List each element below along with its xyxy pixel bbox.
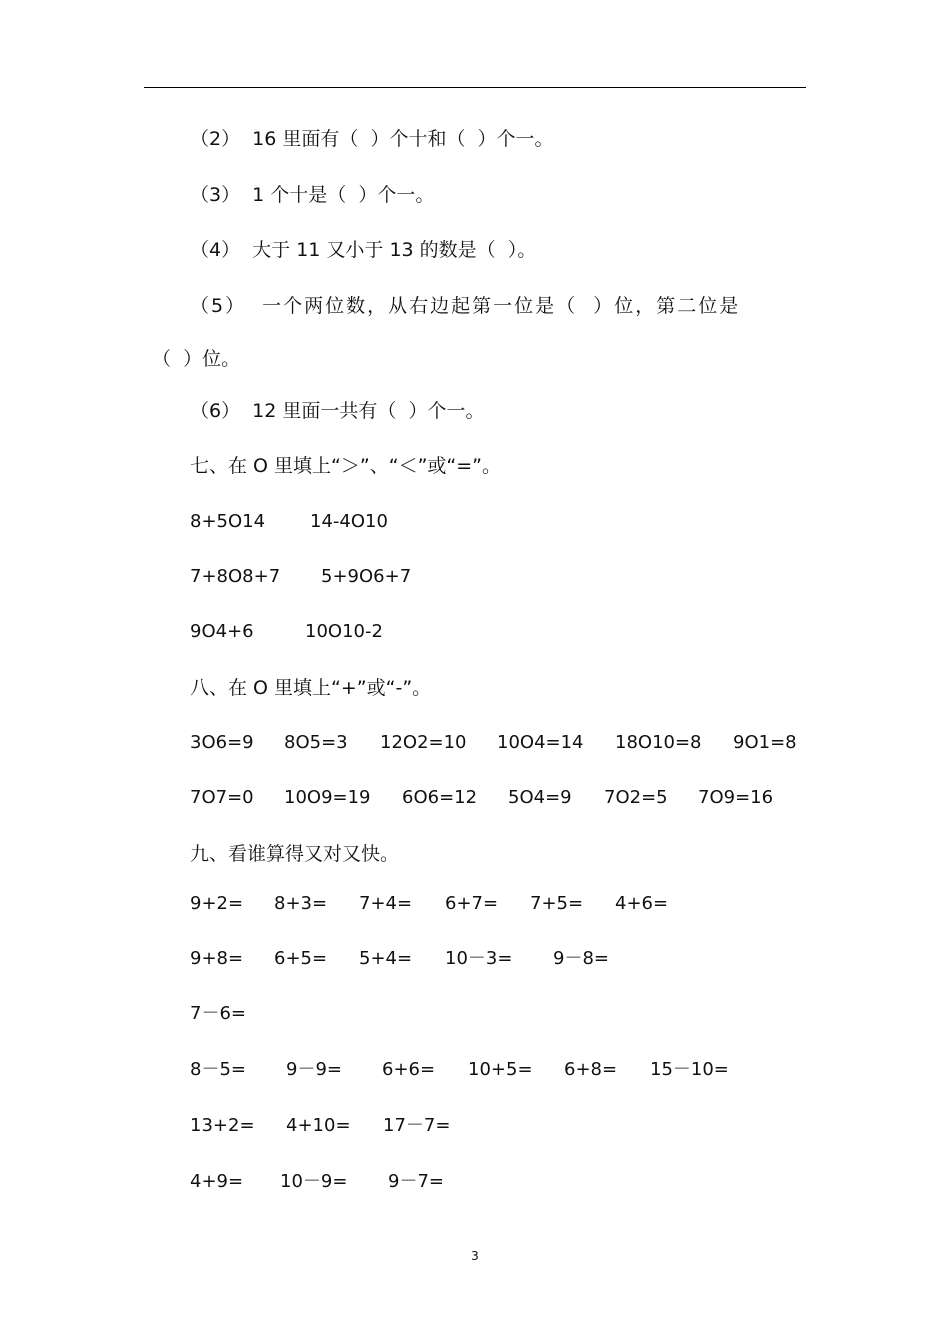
arithmetic-item: 9－8= xyxy=(553,948,609,969)
arithmetic-item: 10－9= xyxy=(280,1171,348,1192)
operator-item: 6O6=12 xyxy=(402,787,478,808)
arithmetic-item: 4+9= xyxy=(190,1171,244,1192)
question-6: （6） 12 里面一共有（ ）个一。 xyxy=(190,400,485,422)
arithmetic-item: 6+8= xyxy=(564,1059,618,1080)
compare-item: 8+5O14 xyxy=(190,511,266,532)
arithmetic-item: 8+3= xyxy=(274,893,328,914)
operator-item: 8O5=3 xyxy=(284,732,348,753)
operator-item: 7O2=5 xyxy=(604,787,668,808)
arithmetic-item: 8－5= xyxy=(190,1059,246,1080)
arithmetic-item: 17－7= xyxy=(383,1115,451,1136)
arithmetic-item: 15－10= xyxy=(650,1059,729,1080)
section-9-row xyxy=(190,1113,451,1139)
operator-item: 12O2=10 xyxy=(380,732,467,753)
operator-item: 7O7=0 xyxy=(190,787,254,808)
section-9-row xyxy=(190,891,669,917)
arithmetic-item: 6+7= xyxy=(445,893,499,914)
section-7-heading: 七、在 O 里填上“＞”、“＜”或“=”。 xyxy=(190,455,502,477)
compare-item: 7+8O8+7 xyxy=(190,566,281,587)
arithmetic-item: 5+4= xyxy=(359,948,413,969)
section-8-row xyxy=(190,785,774,811)
question-4: （4） 大于 11 又小于 13 的数是（ ）。 xyxy=(190,239,537,261)
question-5-line-1: （5） 一个两位数，从右边起第一位是（ ）位，第二位是 xyxy=(190,295,741,317)
section-8-heading: 八、在 O 里填上“+”或“-”。 xyxy=(190,677,432,699)
question-2: （2） 16 里面有（ ）个十和（ ）个一。 xyxy=(190,128,554,150)
arithmetic-item: 10－3= xyxy=(445,948,513,969)
arithmetic-item: 9+8= xyxy=(190,948,244,969)
section-7-row xyxy=(190,564,412,590)
compare-item: 5+9O6+7 xyxy=(321,566,412,587)
question-5-line-2: （ ）位。 xyxy=(152,348,241,370)
arithmetic-item: 6+6= xyxy=(382,1059,436,1080)
section-9-row xyxy=(190,1169,444,1195)
page-number: 3 xyxy=(471,1249,479,1263)
arithmetic-item: 9+2= xyxy=(190,893,244,914)
arithmetic-item: 7+5= xyxy=(530,893,584,914)
arithmetic-item: 4+10= xyxy=(286,1115,351,1136)
arithmetic-item: 7－6= xyxy=(190,1003,246,1024)
operator-item: 9O1=8 xyxy=(733,732,797,753)
section-8-row xyxy=(190,730,797,756)
arithmetic-item: 6+5= xyxy=(274,948,328,969)
arithmetic-item: 7+4= xyxy=(359,893,413,914)
question-3: （3） 1 个十是（ ）个一。 xyxy=(190,184,435,206)
arithmetic-item: 10+5= xyxy=(468,1059,533,1080)
section-7-row xyxy=(190,619,383,645)
compare-item: 9O4+6 xyxy=(190,621,254,642)
arithmetic-item: 4+6= xyxy=(615,893,669,914)
section-9-row xyxy=(190,946,609,972)
section-9-row xyxy=(190,1057,729,1083)
arithmetic-item: 13+2= xyxy=(190,1115,255,1136)
operator-item: 7O9=16 xyxy=(698,787,774,808)
operator-item: 10O9=19 xyxy=(284,787,371,808)
operator-item: 10O4=14 xyxy=(497,732,584,753)
arithmetic-item: 9－7= xyxy=(388,1171,444,1192)
compare-item: 14-4O10 xyxy=(310,511,388,532)
arithmetic-item: 9－9= xyxy=(286,1059,342,1080)
header-rule xyxy=(144,87,806,88)
compare-item: 10O10-2 xyxy=(305,621,383,642)
operator-item: 3O6=9 xyxy=(190,732,254,753)
operator-item: 18O10=8 xyxy=(615,732,702,753)
section-9-heading: 九、看谁算得又对又快。 xyxy=(190,843,400,865)
section-7-row xyxy=(190,509,388,535)
operator-item: 5O4=9 xyxy=(508,787,572,808)
section-9-row xyxy=(190,1001,246,1027)
